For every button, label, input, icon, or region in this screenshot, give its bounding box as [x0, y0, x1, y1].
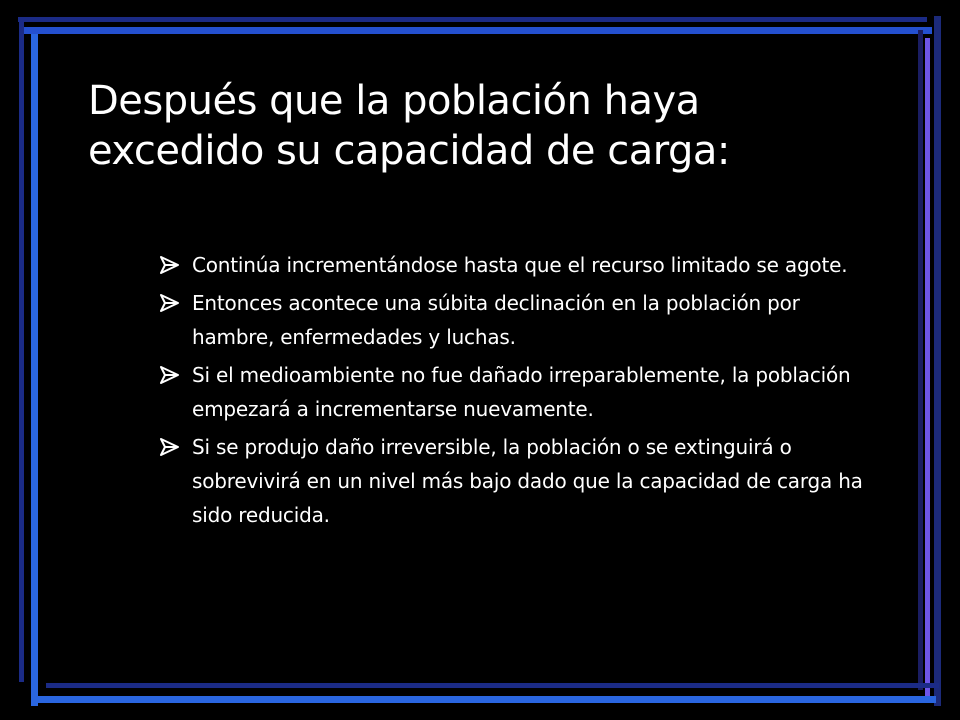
bullet-item [160, 286, 880, 354]
frame-right-purple-bar [925, 38, 930, 698]
frame-top-inner-bar [24, 27, 932, 34]
bullet-text: Si el medioambiente no fue dañado irreparablemente, la población empezará a incrementarse nuevamente. [192, 363, 851, 421]
frame-left-outer-bar [19, 22, 24, 682]
arrow-bullet-icon [160, 358, 182, 392]
arrow-bullet-icon [160, 430, 182, 464]
slide-title-line: Después que la población haya [88, 78, 700, 124]
arrow-bullet-icon [160, 248, 182, 282]
bullet-list [160, 248, 880, 536]
bullet-text: Si se produjo daño irreversible, la población o se extinguirá o sobrevivirá en un nivel más bajo dado que la capacidad de carga ha sido reducida. [192, 435, 863, 527]
bullet-text: Continúa incrementándose hasta que el recurso limitado se agote. [192, 253, 848, 277]
frame-right-outer-bar [934, 16, 941, 706]
frame-top-outer-bar [18, 17, 927, 22]
bullet-text: Entonces acontece una súbita declinación en la población por hambre, enfermedades y luchas. [192, 291, 800, 349]
slide-title-line: excedido su capacidad de carga: [88, 128, 730, 174]
frame-right-dark-bar [918, 30, 923, 690]
slide-title [88, 76, 888, 176]
frame-bottom-outer-bar [46, 683, 939, 688]
arrow-bullet-icon [160, 286, 182, 320]
bullet-item [160, 430, 880, 532]
bullet-item [160, 358, 880, 426]
frame-left-inner-bar [31, 34, 38, 706]
frame-bottom-inner-bar [36, 696, 936, 703]
bullet-item [160, 248, 880, 282]
